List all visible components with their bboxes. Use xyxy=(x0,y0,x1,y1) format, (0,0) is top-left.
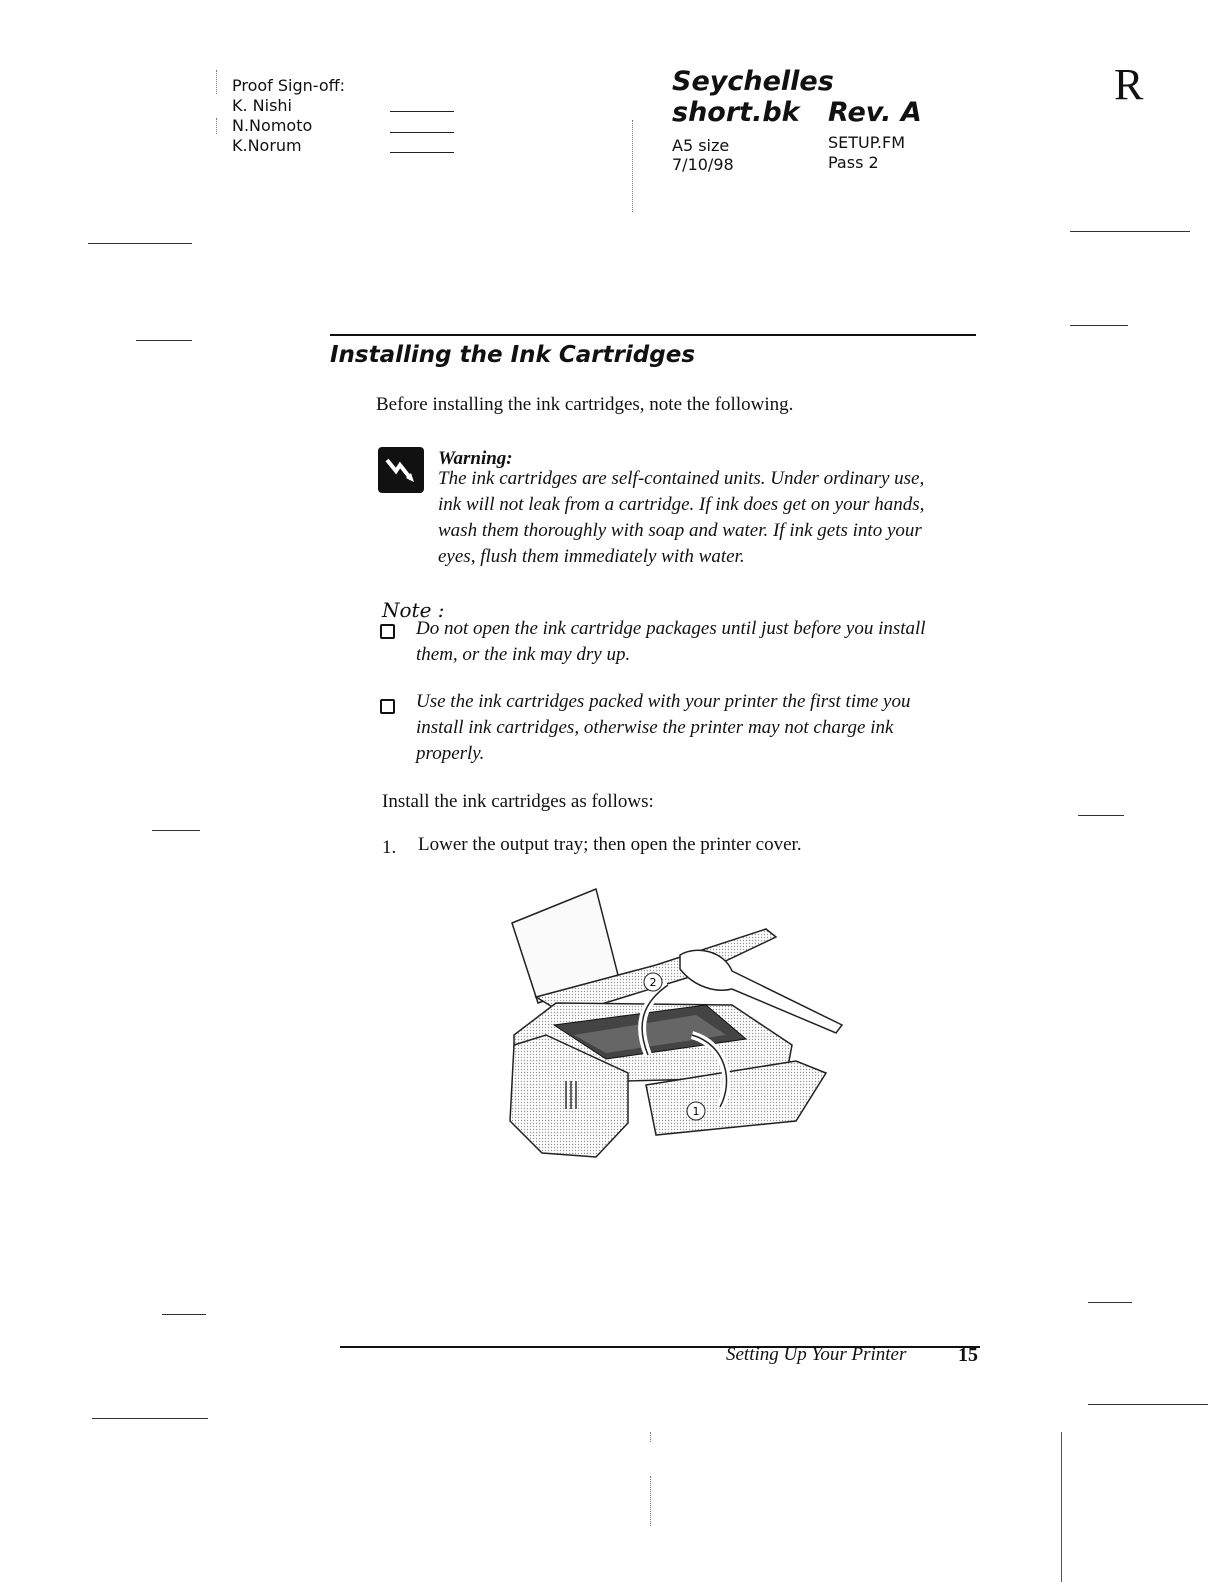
warning-line: ink will not leak from a cartridge. If ink does get on your hands, xyxy=(438,494,925,515)
crop-mark xyxy=(1061,1432,1062,1582)
proof-signoff-name: N.Nomoto xyxy=(232,116,313,135)
book-title: Seychelles xyxy=(672,66,834,97)
crop-mark xyxy=(1070,231,1190,232)
crop-mark xyxy=(88,243,192,244)
proof-signoff-name: K. Nishi xyxy=(232,96,292,115)
section-rule xyxy=(330,334,976,336)
page-size: A5 size xyxy=(672,136,730,155)
note-line: Use the ink cartridges packed with your printer the first time you xyxy=(416,691,911,712)
revision: Rev. A xyxy=(828,97,922,128)
warning-text xyxy=(438,466,924,570)
signature-line xyxy=(390,152,454,153)
crop-mark xyxy=(162,1314,206,1315)
callout-label: 2 xyxy=(649,976,657,989)
warning-line: eyes, flush them immediately with water. xyxy=(438,546,745,567)
source-file: SETUP.FM xyxy=(828,133,905,152)
warning-line: The ink cartridges are self-contained units. Under ordinary use, xyxy=(438,468,925,489)
proof-signoff-name: K.Norum xyxy=(232,136,302,155)
signature-line xyxy=(390,111,454,112)
proof-signoff xyxy=(232,76,345,156)
crop-mark xyxy=(136,340,192,341)
note-line: properly. xyxy=(416,743,485,764)
crop-mark xyxy=(650,1432,651,1442)
bullet-box-icon xyxy=(380,624,395,639)
right-page-mark: R xyxy=(1114,60,1144,109)
pass-number: Pass 2 xyxy=(828,153,879,172)
note-label: Note : xyxy=(382,598,445,622)
signature-line xyxy=(390,132,454,133)
crop-mark xyxy=(152,830,200,831)
crop-mark xyxy=(216,70,217,94)
note-item xyxy=(416,616,926,668)
crop-mark xyxy=(632,120,633,212)
crop-mark xyxy=(1088,1404,1208,1405)
section-title: Installing the Ink Cartridges xyxy=(330,342,696,368)
crop-mark xyxy=(1078,815,1124,816)
step-text: Lower the output tray; then open the printer cover. xyxy=(418,834,802,855)
callout-label: 1 xyxy=(692,1105,700,1118)
warning-line: wash them thoroughly with soap and water. If ink gets into your xyxy=(438,520,922,541)
date: 7/10/98 xyxy=(672,155,734,174)
book-filename: short.bk xyxy=(672,97,800,128)
printer-illustration xyxy=(496,885,856,1165)
crop-mark xyxy=(1070,325,1128,326)
note-line: Do not open the ink cartridge packages until just before you install xyxy=(416,618,926,639)
warning-label: Warning: xyxy=(438,448,513,469)
footer-section-name: Setting Up Your Printer xyxy=(726,1344,907,1365)
bullet-box-icon xyxy=(380,699,395,714)
crop-mark xyxy=(1088,1302,1132,1303)
step-number: 1. xyxy=(382,837,397,858)
proof-signoff-title: Proof Sign-off: xyxy=(232,76,346,95)
crop-mark xyxy=(216,118,217,134)
crop-mark xyxy=(92,1418,208,1419)
procedure-intro: Install the ink cartridges as follows: xyxy=(382,791,654,812)
note-line: install ink cartridges, otherwise the printer may not charge ink xyxy=(416,717,894,738)
page-number: 15 xyxy=(958,1344,978,1366)
section-intro: Before installing the ink cartridges, note the following. xyxy=(376,394,794,415)
note-line: them, or the ink may dry up. xyxy=(416,644,631,665)
note-item xyxy=(416,689,910,767)
crop-mark xyxy=(650,1476,651,1526)
warning-icon xyxy=(378,447,424,493)
